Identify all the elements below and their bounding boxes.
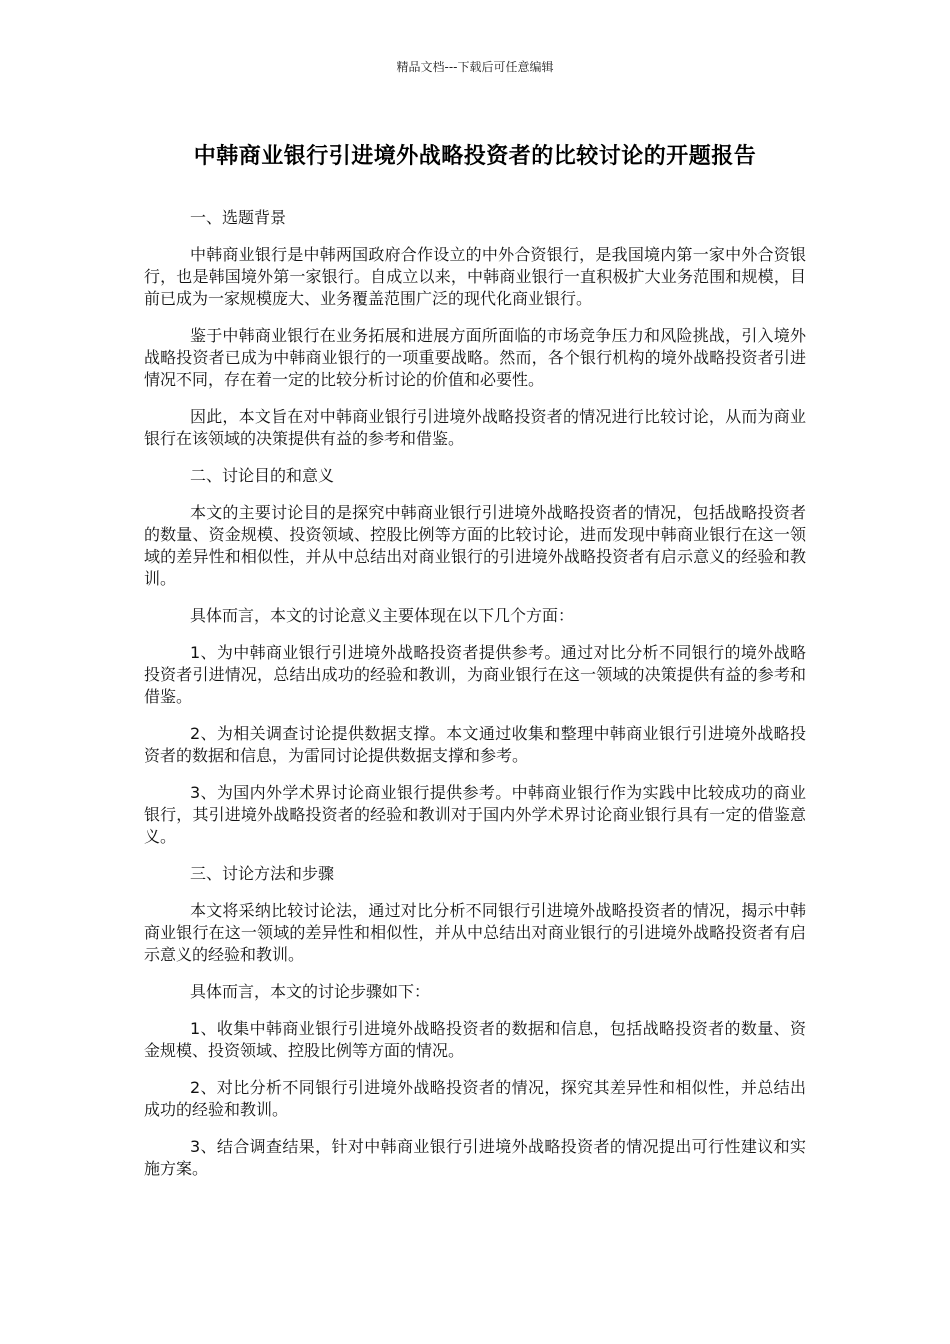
list-item: 2、为相关调查讨论提供数据支撑。本文通过收集和整理中韩商业银行引进境外战略投资者的数据和信息，为雷同讨论提供数据支撑和参考。 [144,724,806,765]
paragraph: 因此，本文旨在对中韩商业银行引进境外战略投资者的情况进行比较讨论，从而为商业银行在该领域的决策提供有益的参考和借鉴。 [144,407,806,448]
section-heading: 一、选题背景 [190,208,287,227]
list-item: 2、对比分析不同银行引进境外战略投资者的情况，探究其差异性和相似性，并总结出成功的经验和教训。 [144,1078,806,1119]
document-title: 中韩商业银行引进境外战略投资者的比较讨论的开题报告 [193,144,757,169]
paragraph: 中韩商业银行是中韩两国政府合作设立的中外合资银行，是我国境内第一家中外合资银行，也是韩国境外第一家银行。自成立以来，中韩商业银行一直积极扩大业务范围和规模，目前已成为一家规模庞大、业务覆盖范围广泛的现代化商业银行。 [144,245,806,308]
list-item: 1、为中韩商业银行引进境外战略投资者提供参考。通过对比分析不同银行的境外战略投资者引进情况，总结出成功的经验和教训，为商业银行在这一领域的决策提供有益的参考和借鉴。 [144,643,806,706]
list-item: 3、结合调查结果，针对中韩商业银行引进境外战略投资者的情况提出可行性建议和实施方案。 [144,1137,806,1178]
section-heading: 三、讨论方法和步骤 [190,864,335,883]
list-item: 1、收集中韩商业银行引进境外战略投资者的数据和信息，包括战略投资者的数量、资金规模、投资领域、控股比例等方面的情况。 [144,1019,806,1060]
paragraph: 具体而言，本文的讨论意义主要体现在以下几个方面： [190,606,575,625]
paragraph: 本文的主要讨论目的是探究中韩商业银行引进境外战略投资者的情况，包括战略投资者的数量、资金规模、投资领域、控股比例等方面的比较讨论，进而发现中韩商业银行在这一领域的差异性和相似性，并从中总结出对商业银行的引进境外战略投资者有启示意义的经验和教训。 [144,503,806,588]
document-body [144,207,806,1195]
section-heading: 二、讨论目的和意义 [190,466,335,485]
header-note: 精品文档---下载后可任意编辑 [396,60,554,74]
paragraph: 鉴于中韩商业银行在业务拓展和进展方面所面临的市场竞争压力和风险挑战，引入境外战略投资者已成为中韩商业银行的一项重要战略。然而，各个银行机构的境外战略投资者引进情况不同，存在着一定的比较分析讨论的价值和必要性。 [144,326,806,389]
list-item: 3、为国内外学术界讨论商业银行提供参考。中韩商业银行作为实践中比较成功的商业银行，其引进境外战略投资者的经验和教训对于国内外学术界讨论商业银行具有一定的借鉴意义。 [144,783,806,846]
paragraph: 具体而言，本文的讨论步骤如下： [190,982,431,1001]
paragraph: 本文将采纳比较讨论法，通过对比分析不同银行引进境外战略投资者的情况，揭示中韩商业银行在这一领域的差异性和相似性，并从中总结出对商业银行的引进境外战略投资者有启示意义的经验和教训。 [144,901,806,964]
